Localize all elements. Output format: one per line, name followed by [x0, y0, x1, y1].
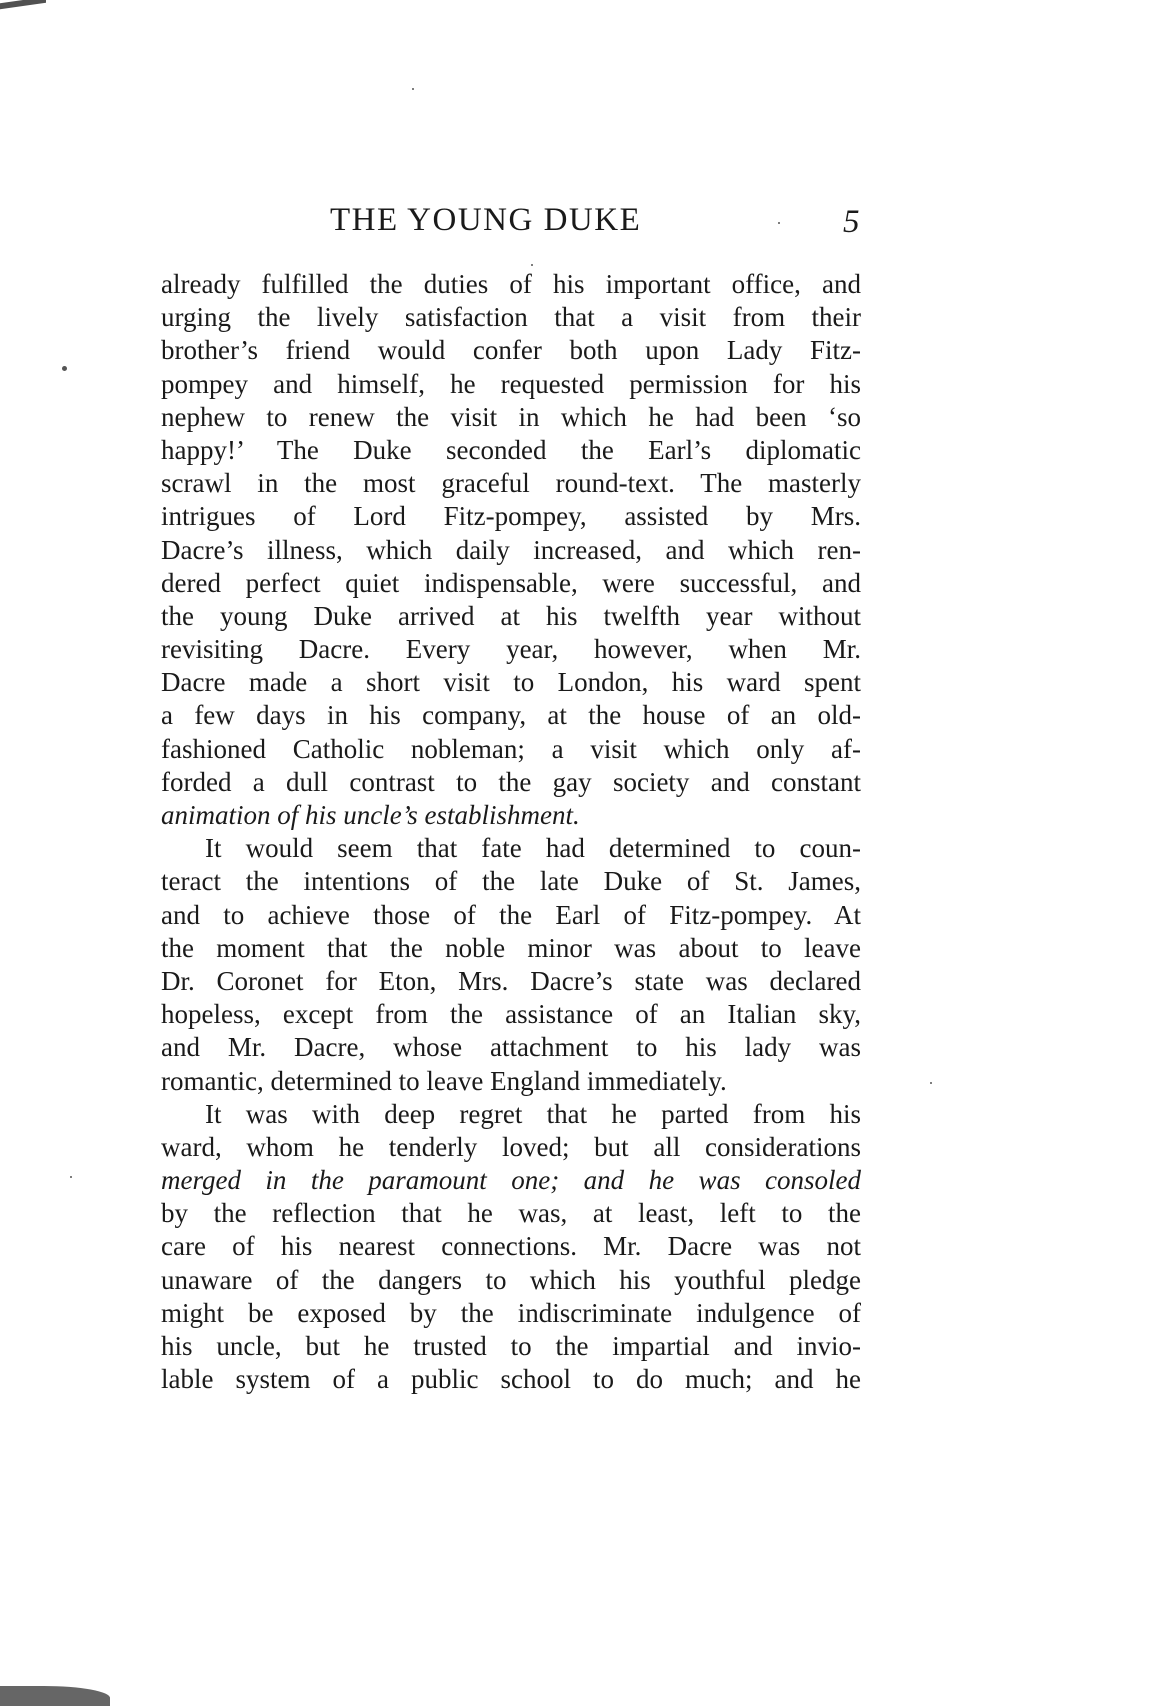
text-line: the young Duke arrived at his twelfth year without [161, 600, 861, 631]
text-line: might be exposed by the indiscriminate indulgence of [161, 1297, 861, 1328]
text-line: already fulfilled the duties of his important office, and [161, 269, 861, 299]
speck [70, 1176, 72, 1178]
speck [62, 366, 67, 371]
text-line: happy!’ The Duke seconded the Earl’s diplomatic [161, 434, 861, 465]
text-line: ward, whom he tenderly loved; but all considerations [161, 1131, 861, 1162]
running-title: THE YOUNG DUKE [330, 202, 642, 238]
text-line: unaware of the dangers to which his youthful pledge [161, 1264, 861, 1295]
text-line: brother’s friend would confer both upon Lady Fitz- [161, 335, 861, 366]
speck [531, 264, 533, 266]
text-line: intrigues of Lord Fitz-pompey, assisted by Mrs. [161, 501, 861, 532]
text-line: animation of his uncle’s establishment. [161, 800, 580, 830]
text-line: Dacre’s illness, which daily increased, and which ren- [161, 534, 861, 565]
page-number: 5 [843, 204, 860, 240]
speck [930, 1082, 932, 1084]
text-line: Dr. Coronet for Eton, Mrs. Dacre’s state was declared [161, 965, 861, 996]
text-line: and Mr. Dacre, whose attachment to his lady was [161, 1032, 861, 1063]
text-line: dered perfect quiet indispensable, were successful, and [161, 567, 861, 598]
text-line: care of his nearest connections. Mr. Dacre was not [161, 1231, 861, 1262]
text-line: lable system of a public school to do much; and he [161, 1364, 861, 1395]
text-line: nephew to renew the visit in which he had been ‘so [161, 401, 861, 432]
text-line: and to achieve those of the Earl of Fitz-pompey. At [161, 899, 861, 930]
text-line: teract the intentions of the late Duke of St. James, [161, 866, 861, 897]
text-line: pompey and himself, he requested permission for his [161, 368, 861, 399]
text-line: revisiting Dacre. Every year, however, when Mr. [161, 634, 861, 665]
text-line: urging the lively satisfaction that a visit from their [161, 302, 861, 333]
text-line: forded a dull contrast to the gay society and constant [161, 766, 861, 797]
text-line: the moment that the noble minor was about to leave [161, 932, 861, 963]
text-line: Dacre made a short visit to London, his ward spent [161, 667, 861, 698]
text-line: a few days in his company, at the house of an old- [161, 700, 861, 731]
scan-artifact-top-left [0, 0, 46, 9]
body-text [161, 268, 861, 1396]
speck [778, 222, 780, 224]
text-line: fashioned Catholic nobleman; a visit which only af- [161, 733, 861, 764]
text-line: It was with deep regret that he parted from his [205, 1098, 861, 1129]
text-line: his uncle, but he trusted to the impartial and invio- [161, 1331, 861, 1361]
text-line: scrawl in the most graceful round-text. The masterly [161, 468, 861, 499]
text-line: by the reflection that he was, at least, left to the [161, 1198, 861, 1229]
speck [412, 88, 414, 90]
scan-artifact-bottom-left [0, 1686, 110, 1706]
text-line: It would seem that fate had determined to coun- [205, 833, 861, 864]
text-line: romantic, determined to leave England immediately. [161, 1065, 727, 1096]
text-line: merged in the paramount one; and he was consoled [161, 1165, 861, 1196]
text-line: hopeless, except from the assistance of an Italian sky, [161, 999, 861, 1030]
